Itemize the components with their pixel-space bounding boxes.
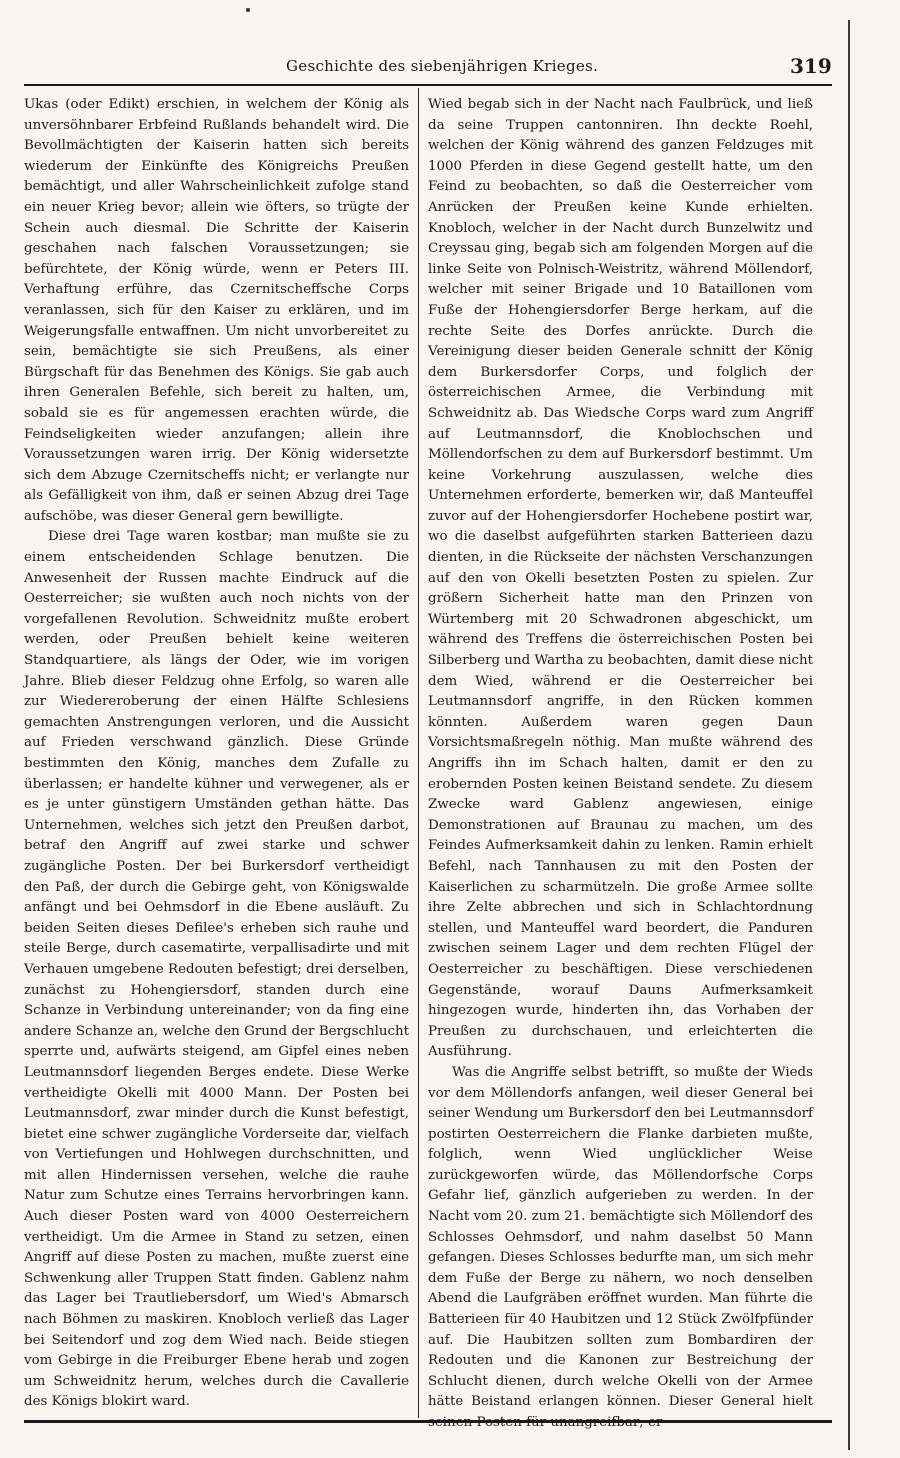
page-number: 319: [790, 54, 832, 78]
page-header: [0, 0, 900, 90]
right-column: [428, 95, 813, 1430]
header-rule: [24, 84, 832, 86]
paragraph: Diese drei Tage waren kostbar; man mußte sie zu einem entscheidenden Schlage benutzen. Die Anwesenheit der Russen machte Eindruck auf die Oesterreicher; sie wußten auch noch nichts von der vorgefallenen Revolution. Schweidnitz mußte erobert werden, oder Preußen behielt keine weiteren Standquartiere, als längs der Oder, wie im vorigen Jahre. Blieb dieser Feldzug ohne Erfolg, so waren alle zur Wiedereroberung der einen Hälfte Schlesiens gemachten Anstrengungen verloren, und die Aussicht auf Frieden verschwand gänzlich. Diese Gründe bestimmten den König, manches dem Zufalle zu überlassen; er handelte kühner und verwegener, als er es je unter günstigern Umständen gethan hätte. Das Unternehmen, welches sich jetzt den Preußen darbot, betraf den Angriff auf zwei starke und schwer zugängliche Posten. Der bei Burkersdorf vertheidigt den Paß, der durch die Gebirge geht, von Königswalde anfängt und bei Oehmsdorf in die Ebene ausläuft. Zu beiden Seiten dieses Defilee's erheben sich rauhe und steile Berge, durch casematirte, verpallisadirte und mit Verhauen umgebene Redouten befestigt; drei derselben, zunächst zu Hohengiersdorf, standen durch eine Schanze in Verbindung untereinander; von da fing eine andere Schanze an, welche den Grund der Bergschlucht sperrte und, aufwärts steigend, am Gipfel eines neben Leutmannsdorf liegenden Berges endete. Diese Werke vertheidigte Okelli mit 4000 Mann. Der Posten bei Leutmannsdorf, zwar minder durch die Kunst befestigt, bietet eine schwer zugängliche Vorderseite dar, vielfach von Vertiefungen und Hohlwegen durchschnitten, und mit allen Hindernissen versehen, welche die rauhe Natur zum Schutze eines Terrains hervorbringen kann. Auch dieser Posten ward von 4000 Oesterreichern vertheidigt. Um die Armee in Stand zu setzen, einen Angriff auf diese Posten zu machen, mußte zuerst eine Schwenkung aller Truppen Statt finden. Gablenz nahm das Lager bei Trautliebersdorf, um Wied's Abmarsch nach Böhmen zu maskiren. Knobloch verließ das Lager bei Seitendorf und zog dem Wied nach. Beide stiegen vom Gebirge in die Freiburger Ebene herab und zogen um Schweidnitz herum, welches durch die Cavallerie des Königs blokirt ward.: [24, 529, 409, 1410]
paragraph: Ukas (oder Edikt) erschien, in welchem der König als unversöhnbarer Erbfeind Rußlands behandelt wird. Die Bevollmächtigten der Kaiserin hatten sich bereits wiederum der Einkünfte des Königreichs Preußen bemächtigt, und aller Wahrscheinlichkeit zufolge stand ein neuer Krieg bevor; allein wie öfters, so trügte der Schein auch diesmal. Die Schritte der Kaiserin geschahen nach falschen Voraussetzungen; sie befürchtete, der König würde, wenn er Peters III. Verhaftung erführe, das Czernitscheffsche Corps veranlassen, sich für den Kaiser zu erklären, und im Weigerungsfalle entwaffnen. Um nicht unvorbereitet zu sein, bemächtigte sie sich Preußens, als einer Bürgschaft für das Benehmen des Königs. Sie gab auch ihren Generalen Befehle, sich bereit zu halten, um, sobald sie es für angemessen erachten würde, die Feindseligkeiten wieder anzufangen; allein ihre Voraussetzungen waren irrig. Der König widersetzte sich dem Abzuge Czernitscheffs nicht; er verlangte nur als Gefälligkeit von ihm, daß er seinen Abzug drei Tage aufschöbe, was dieser General gern bewilligte.: [24, 97, 409, 524]
page-edge: [848, 20, 850, 1450]
running-title: Geschichte des siebenjährigen Krieges.: [286, 57, 599, 75]
footer-rule: [24, 1420, 832, 1423]
left-column: [24, 95, 409, 1413]
paragraph: Was die Angriffe selbst betrifft, so mußte der Wieds vor dem Möllendorfs anfangen, weil dieser General bei seiner Wendung um Burkersdorf den bei Leutmannsdorf postirten Oesterreichern die Flanke darbieten mußte, folglich, wenn Wied unglücklicher Weise zurückgeworfen würde, das Möllendorfsche Corps Gefahr lief, gänzlich aufgerieben zu werden. In der Nacht vom 20. zum 21. bemächtigte sich Möllendorf des Schlosses Oehmsdorf, und nahm daselbst 50 Mann gefangen. Dieses Schlosses bedurfte man, um sich mehr dem Fuße der Berge zu nähern, wo noch denselben Abend die Laufgräben eröffnet wurden. Man führte die Batterieen für 40 Haubitzen und 12 Stück Zwölfpfünder auf. Die Haubitzen sollten zum Bombardiren der Redouten und die Kanonen zur Bestreichung der Schlucht dienen, durch welche Okelli von der Armee hätte Beistand erlangen können. Dieser General hielt seinen Posten für unangreifbar; er: [428, 1064, 813, 1430]
paragraph: Wied begab sich in der Nacht nach Faulbrück, und ließ da seine Truppen cantonniren. Ihn deckte Roehl, welchen der König während des ganzen Feldzuges mit 1000 Pferden in diese Gegend gestellt hatte, um den Feind zu beobachten, so daß die Oesterreicher vom Anrücken der Preußen keine Kunde erhielten. Knobloch, welcher in der Nacht durch Bunzelwitz und Creyssau ging, begab sich am folgenden Morgen auf die linke Seite von Polnisch-Weistritz, während Möllendorf, welcher mit seiner Brigade und 10 Bataillonen vom Fuße der Hohengiersdorfer Berge herkam, auf die rechte Seite des Dorfes anrückte. Durch die Vereinigung dieser beiden Generale schnitt der König dem Burkersdorfer Corps, und folglich der österreichischen Armee, die Verbindung mit Schweidnitz ab. Das Wiedsche Corps ward zum Angriff auf Leutmannsdorf, die Knoblochschen und Möllendorfschen zu dem auf Burkersdorf bestimmt. Um keine Vorkehrung auszulassen, welche dies Unternehmen erforderte, bemerken wir, daß Manteuffel zuvor auf der Hohengiersdorfer Hochebene postirt war, wo die daselbst aufgeführten starken Batterieen dazu dienten, in die Rückseite der nächsten Verschanzungen auf den von Okelli besetzten Posten zu spielen. Zur größern Sicherheit hatte man den Prinzen von Würtemberg mit 20 Schwadronen abgeschickt, um während des Treffens die österreichischen Posten bei Silberberg und Wartha zu beobachten, damit diese nicht dem Wied, während er die Oesterreicher bei Leutmannsdorf angriffe, in den Rücken kommen könnten. Außerdem waren gegen Daun Vorsichtsmaßregeln nöthig. Man mußte während des Angriffs ihn im Schach halten, damit er den zu erobernden Posten keinen Beistand sendete. Zu diesem Zwecke ward Gablenz angewiesen, einige Demonstrationen auf Braunau zu machen, um des Feindes Aufmerksamkeit dahin zu lenken. Ramin erhielt Befehl, nach Tannhausen zu mit den Posten der Kaiserlichen zu scharmützeln. Die große Armee sollte ihre Zelte abbrechen und sich in Schlachtordnung stellen, und Manteuffel ward beordert, die Panduren zwischen seinem Lager und dem rechten Flügel der Oesterreicher zu beschäftigen. Diese verschiedenen Gegenstände, worauf Dauns Aufmerksamkeit hingezogen wurde, hinderten ihn, das Vorhaben der Preußen zu durchschauen, und erleichterten die Ausführung.: [428, 97, 813, 1060]
column-divider: [418, 88, 419, 1418]
